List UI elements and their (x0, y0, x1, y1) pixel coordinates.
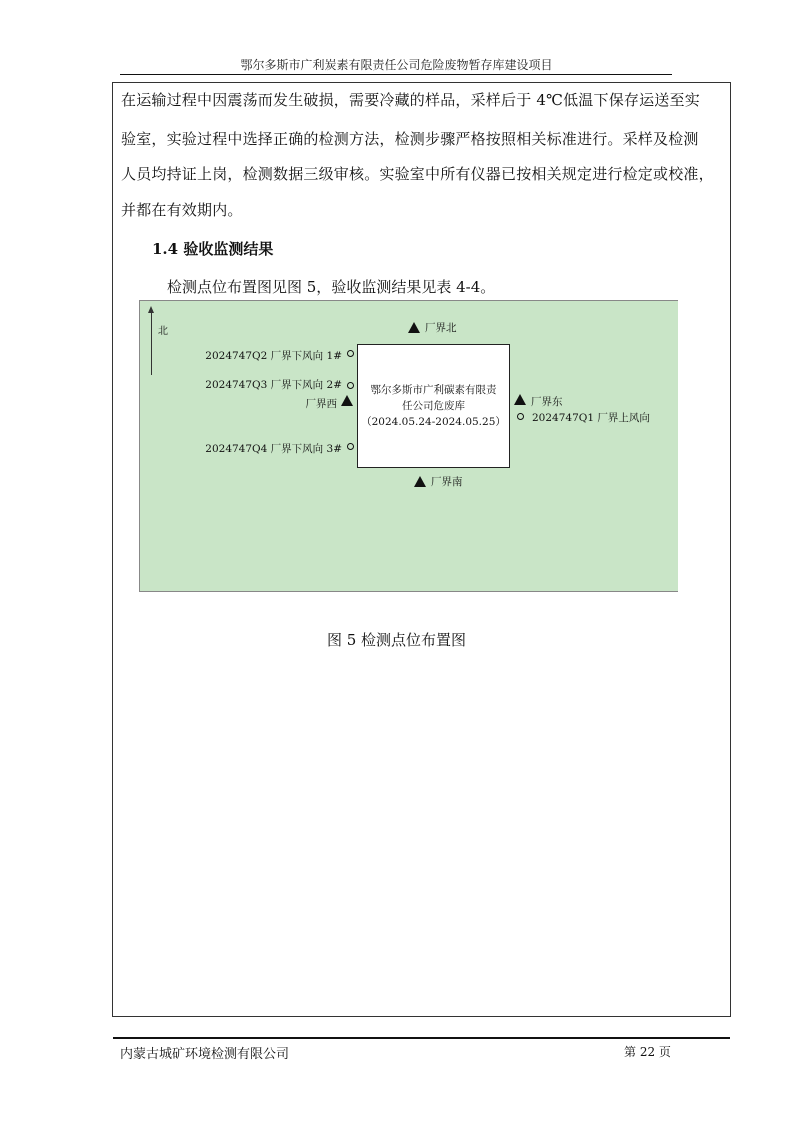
body-line-4: 并都在有效期内。 (121, 201, 243, 219)
north-arrow-icon (148, 306, 154, 313)
air-point-q1-label: 2024747Q1 厂界上风向 (532, 412, 650, 424)
air-point-q2-label: 2024747Q2 厂界下风向 1# (205, 350, 342, 362)
body-line-2: 验室，实验过程中选择正确的检测方法，检测步骤严格按照相关标准进行。采样及检测 (121, 130, 699, 148)
boundary-east-triangle-icon (514, 394, 526, 405)
footer-page-number: 第 22 页 (624, 1045, 671, 1059)
footer-rule (113, 1037, 730, 1039)
boundary-north-label: 厂界北 (425, 322, 457, 334)
air-point-q4-circle-icon (347, 443, 354, 450)
section-heading: 1.4 验收监测结果 (152, 240, 274, 258)
facility-name-line1: 鄂尔多斯市广利碳素有限责 (370, 384, 497, 396)
facility-date-range: （2024.05.24-2024.05.25） (361, 416, 506, 428)
air-point-q1-circle-icon (517, 413, 524, 420)
intro-text: 检测点位布置图见图 5，验收监测结果见表 4-4。 (167, 278, 496, 296)
boundary-west-triangle-icon (341, 395, 353, 406)
header-rule (120, 74, 672, 75)
air-point-q3-circle-icon (347, 382, 354, 389)
figure-caption: 图 5 检测点位布置图 (326, 631, 467, 649)
boundary-south-triangle-icon (414, 476, 426, 487)
body-line-3: 人员均持证上岗，检测数据三级审核。实验室中所有仪器已按相关规定进行检定或校准， (121, 165, 714, 183)
page-header-title: 鄂尔多斯市广利炭素有限责任公司危险废物暂存库建设项目 (240, 58, 553, 72)
facility-name-line2: 任公司危废库 (402, 400, 465, 412)
air-point-q2-circle-icon (347, 350, 354, 357)
boundary-west-label: 厂界西 (305, 398, 337, 410)
air-point-q4-label: 2024747Q4 厂界下风向 3# (205, 443, 342, 455)
north-arrow-shaft (151, 311, 152, 375)
facility-box (357, 344, 510, 468)
boundary-east-label: 厂界东 (531, 396, 563, 408)
footer-company: 内蒙古城矿环境检测有限公司 (120, 1047, 290, 1062)
body-line-1: 在运输过程中因震荡而发生破损，需要冷藏的样品，采样后于 4℃低温下保存运送至实 (121, 91, 700, 109)
air-point-q3-label: 2024747Q3 厂界下风向 2# (205, 379, 342, 391)
boundary-south-label: 厂界南 (431, 476, 463, 488)
boundary-north-triangle-icon (408, 322, 420, 333)
north-label: 北 (158, 326, 168, 337)
